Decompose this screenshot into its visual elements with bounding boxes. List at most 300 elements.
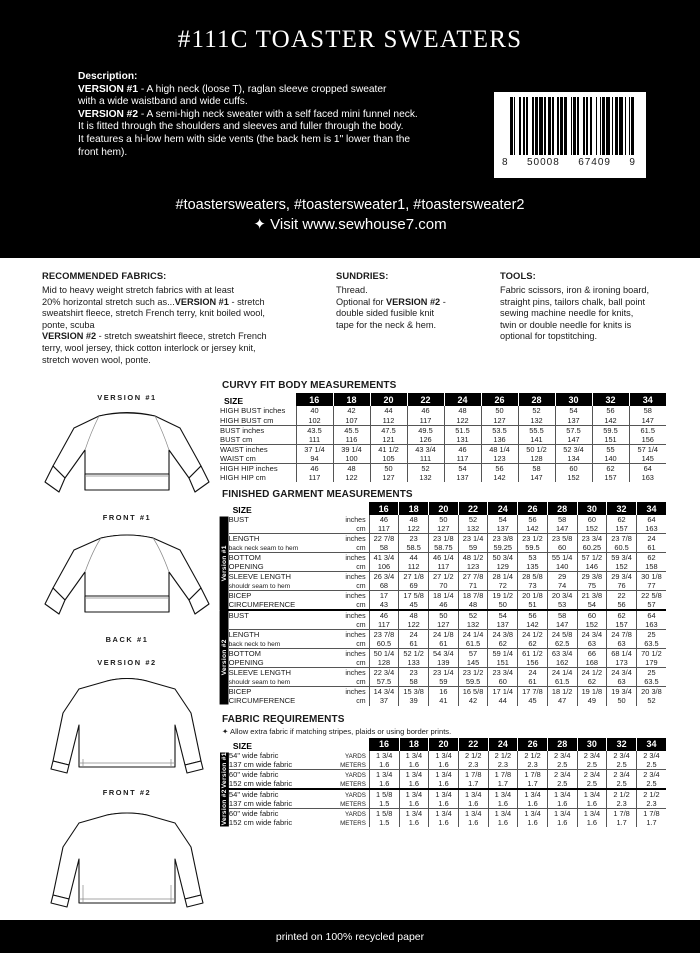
table-cell: 1 3/4 xyxy=(429,789,459,799)
table-cell: 29 3/8 xyxy=(577,572,607,582)
table-row xyxy=(220,630,666,640)
size-header-28: 28 xyxy=(547,502,577,515)
table-cell: 1.6 xyxy=(577,799,607,809)
table-cell: 107 xyxy=(333,416,370,426)
table-cell: 1.6 xyxy=(458,799,488,809)
table-cell: 152 xyxy=(577,524,607,534)
table-cell: 122 xyxy=(399,620,429,630)
table-cell: 134 xyxy=(555,454,592,464)
table-cell: 139 xyxy=(428,658,458,668)
tools-line-4: twin or double needle for knits is xyxy=(500,319,632,330)
table-cell: 53 xyxy=(547,600,577,610)
table-row xyxy=(220,677,666,687)
table-cell: 1.6 xyxy=(399,760,429,770)
finished-garment-table xyxy=(220,502,666,706)
table-cell: 1.6 xyxy=(458,818,488,827)
table-cell: 48 1/2 xyxy=(458,553,488,563)
row-label: BOTTOM xyxy=(228,553,261,563)
table-cell: 64 xyxy=(636,515,666,524)
table-cell: 23 7/8 xyxy=(369,630,399,640)
sundries-line-2a: Optional for xyxy=(336,296,387,307)
row-label: WAIST inches xyxy=(220,444,268,454)
table-cell: 2 3/4 xyxy=(547,751,577,760)
table-cell: 56 xyxy=(481,463,518,473)
sweater-back1-illustration xyxy=(39,528,215,634)
table-cell: 28 1/4 xyxy=(488,572,518,582)
table-cell: 57.5 xyxy=(369,677,399,687)
website-line[interactable]: ✦ Visit www.sewhouse7.com xyxy=(253,216,447,233)
size-header-20: 20 xyxy=(370,393,407,406)
table-cell: 2.3 xyxy=(458,760,488,770)
table-cell: 46 xyxy=(369,610,399,620)
table-cell: 1 3/4 xyxy=(399,751,429,760)
table-cell: 1.6 xyxy=(429,760,459,770)
row-label: BUST xyxy=(228,611,249,621)
table-cell: 2 1/2 xyxy=(518,751,548,760)
table-cell: 17 1/4 xyxy=(488,687,518,697)
size-header-26: 26 xyxy=(481,393,518,406)
hashtags-line: #toastersweaters, #toastersweater1, #toastersweater2 xyxy=(175,197,525,213)
table-cell: 1.7 xyxy=(636,818,666,827)
back1-caption: BACK #1 xyxy=(105,635,149,644)
table-cell: 132 xyxy=(407,473,444,483)
table-cell: 128 xyxy=(518,454,555,464)
table-cell: 48 xyxy=(399,515,429,524)
tools-line-2: straight pins, tailors chalk, ball point xyxy=(500,296,646,307)
table-cell: 105 xyxy=(370,454,407,464)
table-cell: 1 3/4 xyxy=(547,789,577,799)
table-cell: 60 xyxy=(577,515,607,524)
table-row xyxy=(220,610,666,620)
sundries-line-1: Thread. xyxy=(336,285,368,295)
table-row xyxy=(220,668,666,678)
table-cell: 157 xyxy=(592,473,629,483)
table-cell: 53 xyxy=(518,553,548,563)
table-cell: 2 1/2 xyxy=(607,789,637,799)
figure-version2-back xyxy=(34,803,220,931)
table-cell: 1.7 xyxy=(607,818,637,827)
fabric-requirements-note: ✦ Allow extra fabric if matching stripes, plaids or using border prints. xyxy=(222,726,452,736)
table-cell: 156 xyxy=(629,435,666,445)
table-cell: 123 xyxy=(481,454,518,464)
table-cell: 2 3/4 xyxy=(547,769,577,779)
table-cell: 117 xyxy=(444,454,481,464)
table-cell: 24 1/4 xyxy=(458,630,488,640)
row-unit: inches xyxy=(345,632,366,640)
table-cell: 54 xyxy=(577,600,607,610)
table-cell: 1 3/4 xyxy=(488,789,518,799)
table-cell: 23 5/8 xyxy=(547,534,577,544)
table-cell: 63.5 xyxy=(636,639,666,649)
table-cell: 158 xyxy=(636,562,666,572)
page-title: #111C TOASTER SWEATERS xyxy=(177,26,523,53)
table-cell: 1.7 xyxy=(518,779,548,789)
table-cell: 43 3/4 xyxy=(407,444,444,454)
table-cell: 23 1/4 xyxy=(428,668,458,678)
table-cell: 50 1/4 xyxy=(369,649,399,659)
table-cell: 23 1/2 xyxy=(458,668,488,678)
table-cell: 68 xyxy=(369,581,399,591)
table-cell: 24 3/4 xyxy=(577,630,607,640)
table-row xyxy=(220,696,666,705)
row-label: 152 cm wide fabric xyxy=(228,818,293,828)
row-unit: YARDS xyxy=(345,771,366,779)
row-unit: inches xyxy=(345,613,366,621)
table-cell: 17 7/8 xyxy=(518,687,548,697)
table-cell: 50 3/4 xyxy=(488,553,518,563)
table-cell: 2 3/4 xyxy=(636,751,666,760)
table-cell: 71 xyxy=(458,581,488,591)
table-cell: 151 xyxy=(592,435,629,445)
table-cell: 52 xyxy=(458,515,488,524)
table-cell: 41 1/2 xyxy=(370,444,407,454)
row-unit: inches xyxy=(345,651,366,659)
table-cell: 100 xyxy=(333,454,370,464)
table-cell: 2.5 xyxy=(577,779,607,789)
table-cell: 147 xyxy=(518,473,555,483)
front2-caption: FRONT #2 xyxy=(102,788,152,797)
table-row xyxy=(220,406,666,416)
version-tag: Version #2 xyxy=(220,789,228,826)
table-cell: 23 3/4 xyxy=(488,668,518,678)
row-unit: inches xyxy=(345,689,366,697)
table-cell: 66 xyxy=(577,649,607,659)
row-label: OPENING xyxy=(228,658,264,668)
table-cell: 122 xyxy=(333,473,370,483)
table-cell: 111 xyxy=(407,454,444,464)
table-cell: 152 xyxy=(607,562,637,572)
table-cell: 2.5 xyxy=(577,760,607,770)
table-cell: 132 xyxy=(518,416,555,426)
table-cell: 53.5 xyxy=(481,425,518,435)
table-cell: 2 1/2 xyxy=(636,789,666,799)
recommended-fabrics-column xyxy=(42,270,330,366)
sweater-back2-illustration xyxy=(39,803,215,921)
table-cell: 59.5 xyxy=(518,543,548,553)
table-cell: 1 3/4 xyxy=(399,769,429,779)
size-header-34: 34 xyxy=(636,502,666,515)
row-sublabel: shouldr seam to hem xyxy=(228,679,291,687)
table-cell: 57 1/4 xyxy=(629,444,666,454)
measurement-tables xyxy=(220,380,666,827)
version-tag: Version #2 xyxy=(220,610,229,705)
table-cell: 23 xyxy=(399,534,429,544)
table-cell: 23 xyxy=(399,668,429,678)
table-row xyxy=(220,416,666,426)
sundries-line-3: double sided fusible knit xyxy=(336,308,435,319)
row-label: 54" wide fabric xyxy=(228,789,279,799)
table-cell: 117 xyxy=(369,524,399,534)
row-unit: YARDS xyxy=(345,791,366,799)
table-row xyxy=(220,454,666,464)
table-cell: 60 xyxy=(547,543,577,553)
size-header-30: 30 xyxy=(577,502,607,515)
table-cell: 1.6 xyxy=(518,799,548,809)
row-unit: cm xyxy=(356,526,366,534)
sundries-title: SUNDRIES: xyxy=(336,270,389,281)
row-unit: cm xyxy=(356,698,366,706)
table-cell: 61.5 xyxy=(629,425,666,435)
table-cell: 23 3/4 xyxy=(577,534,607,544)
size-header-28: 28 xyxy=(518,393,555,406)
table-cell: 50 xyxy=(370,463,407,473)
size-header-16: 16 xyxy=(369,738,399,751)
barcode-digit-1: 50008 xyxy=(526,157,560,168)
sundries-column xyxy=(336,270,486,331)
row-label: BICEP xyxy=(228,687,252,697)
table-cell: 54 3/4 xyxy=(428,649,458,659)
table-cell: 1.7 xyxy=(458,779,488,789)
table-cell: 54 xyxy=(488,610,518,620)
row-label: BUST cm xyxy=(220,434,253,444)
table-cell: 179 xyxy=(636,658,666,668)
table-cell: 60.25 xyxy=(577,543,607,553)
table-cell: 54 xyxy=(444,463,481,473)
table-cell: 1 3/4 xyxy=(399,789,429,799)
table-cell: 145 xyxy=(629,454,666,464)
row-label: SLEEVE LENGTH xyxy=(228,668,292,678)
table-cell: 1.6 xyxy=(488,818,518,827)
table-cell: 20 3/4 xyxy=(547,591,577,601)
table-cell: 27 1/8 xyxy=(399,572,429,582)
fabrics-line-4: ponte, scuba xyxy=(42,319,95,330)
table-row xyxy=(220,444,666,454)
table-row xyxy=(220,581,666,591)
table-cell: 122 xyxy=(399,524,429,534)
table-cell: 142 xyxy=(518,524,548,534)
table-cell: 23 1/4 xyxy=(458,534,488,544)
size-header-20: 20 xyxy=(429,738,459,751)
table-cell: 58 xyxy=(547,515,577,524)
version2-text-4: front hem). xyxy=(78,146,128,158)
row-label: SLEEVE LENGTH xyxy=(228,572,292,582)
table-cell: 117 xyxy=(296,473,333,483)
table-cell: 60 xyxy=(577,610,607,620)
table-cell: 173 xyxy=(607,658,637,668)
table-cell: 24 1/8 xyxy=(428,630,458,640)
table-cell: 18 7/8 xyxy=(458,591,488,601)
table-cell: 24 xyxy=(399,630,429,640)
table-cell: 59 xyxy=(458,543,488,553)
table-cell: 47.5 xyxy=(370,425,407,435)
table-cell: 2 3/4 xyxy=(577,769,607,779)
table-cell: 141 xyxy=(518,435,555,445)
table-cell: 129 xyxy=(488,562,518,572)
table-cell: 20 1/8 xyxy=(518,591,548,601)
table-cell: 2 3/4 xyxy=(577,751,607,760)
size-header-18: 18 xyxy=(399,738,429,751)
table-cell: 1.5 xyxy=(369,818,399,827)
table-cell: 57.5 xyxy=(555,425,592,435)
table-cell: 2.5 xyxy=(607,760,637,770)
table-cell: 112 xyxy=(399,562,429,572)
table-cell: 22 5/8 xyxy=(636,591,666,601)
size-header-30: 30 xyxy=(555,393,592,406)
table-cell: 44 xyxy=(399,553,429,563)
row-label: 137 cm wide fabric xyxy=(228,798,293,808)
table-cell: 59.5 xyxy=(458,677,488,687)
table-cell: 1.6 xyxy=(488,799,518,809)
table-cell: 48 xyxy=(444,406,481,416)
table-cell: 29 3/4 xyxy=(607,572,637,582)
table-cell: 62 xyxy=(636,553,666,563)
table-cell: 1.6 xyxy=(369,779,399,789)
table-cell: 48 xyxy=(399,610,429,620)
table-cell: 122 xyxy=(444,416,481,426)
table-cell: 58.75 xyxy=(428,543,458,553)
table-cell: 1.5 xyxy=(369,799,399,809)
size-header-34: 34 xyxy=(636,738,666,751)
table-cell: 146 xyxy=(577,562,607,572)
row-label: CIRCUMFERENCE xyxy=(228,600,296,610)
table-cell: 49 xyxy=(577,696,607,705)
table-cell: 43.5 xyxy=(296,425,333,435)
tools-title: TOOLS: xyxy=(500,270,536,281)
table-cell: 1 3/4 xyxy=(369,769,399,779)
table-cell: 56 xyxy=(592,406,629,416)
row-label: 60" wide fabric xyxy=(228,808,279,818)
table-cell: 18 1/4 xyxy=(428,591,458,601)
tools-line-5: optional for topstitching. xyxy=(500,331,598,342)
front1-caption: FRONT #1 xyxy=(102,513,152,522)
version1-label: VERSION #1 xyxy=(78,83,139,95)
table-row xyxy=(220,562,666,572)
table-cell: 157 xyxy=(607,524,637,534)
table-cell: 24 5/8 xyxy=(547,630,577,640)
version-tag: Version #1 xyxy=(220,515,229,610)
table-cell: 1 5/8 xyxy=(369,789,399,799)
table-cell: 61 xyxy=(636,543,666,553)
table-cell: 60.5 xyxy=(607,543,637,553)
table-cell: 1.6 xyxy=(399,818,429,827)
table-cell: 128 xyxy=(369,658,399,668)
sundries-line-2b: - xyxy=(440,296,446,307)
table-cell: 58 xyxy=(518,463,555,473)
table-cell: 22 3/4 xyxy=(369,668,399,678)
table-cell: 59.5 xyxy=(592,425,629,435)
row-unit: inches xyxy=(345,517,366,525)
table-cell: 45.5 xyxy=(333,425,370,435)
table-cell: 73 xyxy=(518,581,548,591)
table-cell: 64 xyxy=(629,463,666,473)
version1-text: - A high neck (loose T), raglan sleeve cropped sweater xyxy=(138,83,387,95)
row-label: BUST inches xyxy=(220,425,265,435)
row-label: 137 cm wide fabric xyxy=(228,759,293,769)
table-cell: 2.3 xyxy=(518,760,548,770)
table-cell: 1.6 xyxy=(518,818,548,827)
table-cell: 152 xyxy=(577,620,607,630)
row-label: WAIST cm xyxy=(220,453,256,463)
table-cell: 51 xyxy=(518,600,548,610)
table-cell: 147 xyxy=(629,416,666,426)
table-cell: 23 1/2 xyxy=(518,534,548,544)
footer xyxy=(0,920,700,953)
table-cell: 127 xyxy=(370,473,407,483)
figure-version1-front xyxy=(34,393,220,522)
table-cell: 157 xyxy=(607,620,637,630)
table-cell: 1.6 xyxy=(369,760,399,770)
table-row xyxy=(220,473,666,483)
table-cell: 59 xyxy=(428,677,458,687)
table-cell: 62 xyxy=(577,677,607,687)
table-cell: 40 xyxy=(296,406,333,416)
table-cell: 1 5/8 xyxy=(369,808,399,818)
table-row xyxy=(220,639,666,649)
table-cell: 48 1/4 xyxy=(481,444,518,454)
row-unit: cm xyxy=(356,602,366,610)
table-cell: 1.6 xyxy=(429,779,459,789)
table-cell: 1 7/8 xyxy=(636,808,666,818)
table-cell: 48 xyxy=(333,463,370,473)
table-cell: 57 1/2 xyxy=(577,553,607,563)
table-cell: 2 3/4 xyxy=(636,769,666,779)
table-cell: 49.5 xyxy=(407,425,444,435)
table-cell: 74 xyxy=(547,581,577,591)
table-cell: 21 3/8 xyxy=(577,591,607,601)
row-unit: YARDS xyxy=(345,752,366,760)
table-cell: 142 xyxy=(592,416,629,426)
hashtags-block xyxy=(0,196,700,234)
table-row xyxy=(220,600,666,610)
table-cell: 2.5 xyxy=(636,779,666,789)
table-cell: 1 3/4 xyxy=(518,808,548,818)
table-cell: 57 xyxy=(458,649,488,659)
table-cell: 106 xyxy=(369,562,399,572)
table-cell: 147 xyxy=(547,524,577,534)
tools-column xyxy=(500,270,680,343)
table-cell: 163 xyxy=(629,473,666,483)
barcode xyxy=(494,92,646,178)
row-label: 54" wide fabric xyxy=(228,750,279,760)
finished-garment-body xyxy=(220,515,666,706)
sweater-front2-illustration xyxy=(39,669,215,787)
row-label: 152 cm wide fabric xyxy=(228,778,293,788)
table-cell: 62 xyxy=(607,515,637,524)
table-cell: 127 xyxy=(428,620,458,630)
figure-version1-back xyxy=(34,528,220,644)
table-cell: 39 1/4 xyxy=(333,444,370,454)
table-row xyxy=(220,591,666,601)
fabric-requirements-body xyxy=(220,751,666,828)
version1-text-2: with a wide waistband and wide cuffs. xyxy=(78,96,248,108)
table-cell: 1.6 xyxy=(399,799,429,809)
row-unit: inches xyxy=(345,670,366,678)
table-cell: 44 xyxy=(370,406,407,416)
table-cell: 117 xyxy=(369,620,399,630)
size-header-24: 24 xyxy=(444,393,481,406)
table-cell: 52 xyxy=(407,463,444,473)
table-cell: 117 xyxy=(407,416,444,426)
recommended-fabrics-title: RECOMMENDED FABRICS: xyxy=(42,270,167,281)
row-unit: inches xyxy=(345,536,366,544)
table-cell: 2.5 xyxy=(607,779,637,789)
size-header-22: 22 xyxy=(458,738,488,751)
description-label: Description: xyxy=(78,71,138,82)
table-cell: 50 xyxy=(481,406,518,416)
table-cell: 20 3/8 xyxy=(636,687,666,697)
row-unit: METERS xyxy=(340,761,366,769)
sweater-front1-illustration xyxy=(39,404,215,512)
table-cell: 1 3/4 xyxy=(399,808,429,818)
table-cell: 42 xyxy=(333,406,370,416)
table-cell: 70 xyxy=(428,581,458,591)
row-unit: cm xyxy=(356,622,366,630)
table-cell: 131 xyxy=(444,435,481,445)
table-cell: 140 xyxy=(592,454,629,464)
fabrics-line-2a: 20% horizontal stretch such as... xyxy=(42,296,175,307)
size-header-32: 32 xyxy=(607,738,637,751)
table-cell: 61.5 xyxy=(547,677,577,687)
